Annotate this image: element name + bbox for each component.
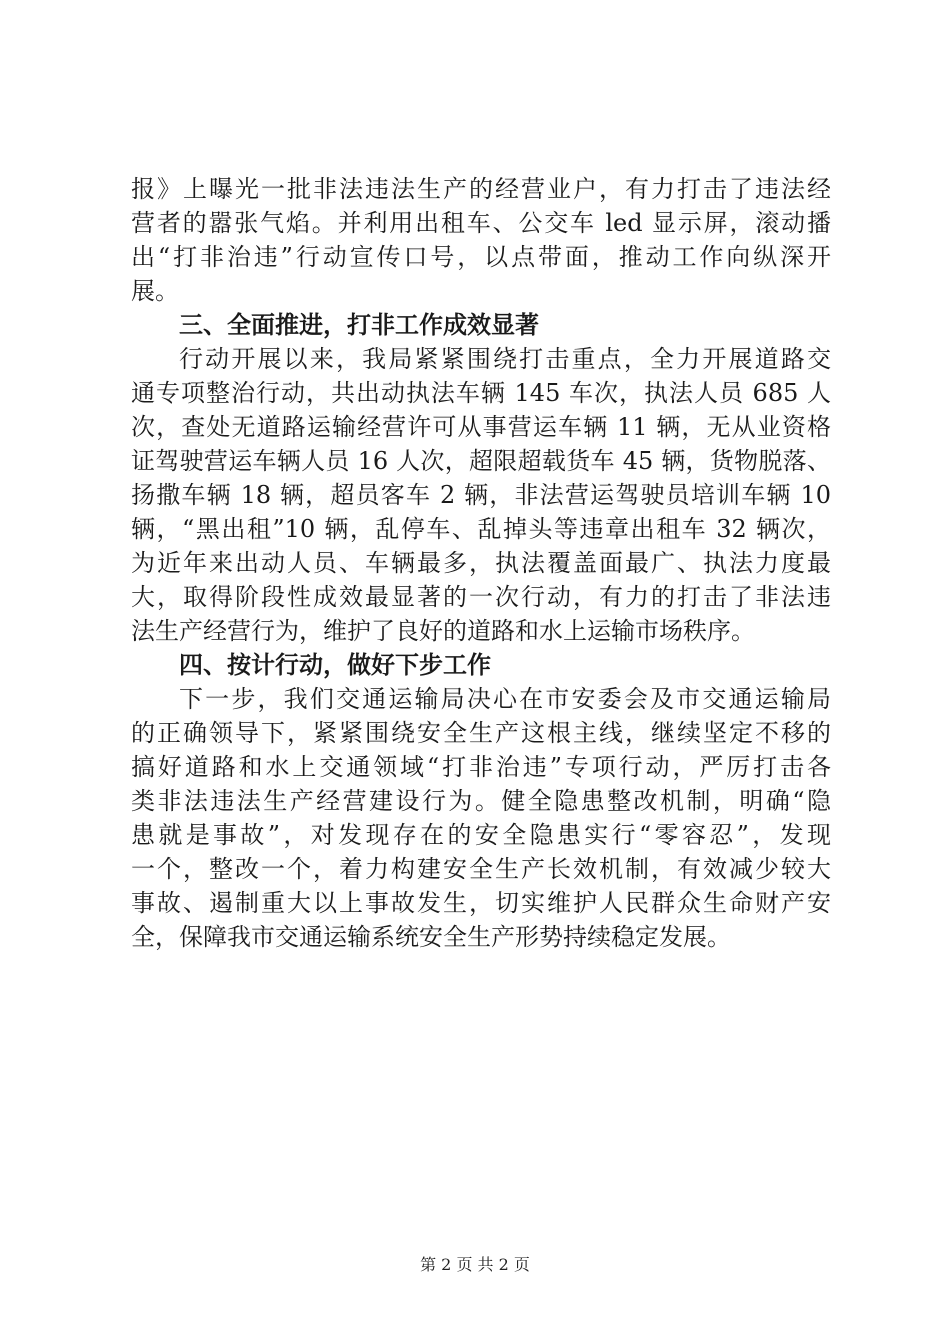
text-line: 为近年来出动人员、车辆最多，执法覆盖面最广、执法力度最: [131, 549, 831, 577]
text-line: 出“打非治违”行动宣传口号，以点带面，推动工作向纵深开: [131, 243, 831, 271]
section-4-paragraph: [131, 682, 831, 954]
text-line: 类非法违法生产经营建设行为。健全隐患整改机制，明确“隐: [131, 787, 831, 815]
continued-paragraph: [131, 172, 831, 308]
text-line: 搞好道路和水上交通领域“打非治违”专项行动，严厉打击各: [131, 753, 831, 781]
text-line: 一个，整改一个，着力构建安全生产长效机制，有效减少较大: [131, 855, 831, 883]
text-line: 辆，“黑出租”10 辆，乱停车、乱掉头等违章出租车 32 辆次，: [131, 515, 831, 543]
text-line: 证驾驶营运车辆人员 16 人次，超限超载货车 45 辆，货物脱落、: [131, 447, 831, 475]
text-line: 的正确领导下，紧紧围绕安全生产这根主线，继续坚定不移的: [131, 719, 831, 747]
text-line: 展。: [131, 277, 179, 305]
section-4-heading: 四、按计行动，做好下步工作: [179, 651, 491, 679]
text-line: 行动开展以来，我局紧紧围绕打击重点，全力开展道路交: [179, 345, 831, 373]
text-line: 营者的嚣张气焰。并利用出租车、公交车 led 显示屏，滚动播: [131, 209, 831, 237]
text-line: 全，保障我市交通运输系统安全生产形势持续稳定发展。: [131, 923, 731, 951]
section-3-heading: 三、全面推进，打非工作成效显著: [179, 311, 539, 339]
text-line: 通专项整治行动，共出动执法车辆 145 车次，执法人员 685 人: [131, 379, 831, 407]
text-line: 患就是事故”，对发现存在的安全隐患实行“零容忍”，发现: [131, 821, 831, 849]
document-body: [131, 172, 831, 954]
text-line: 次，查处无道路运输经营许可从事营运车辆 11 辆，无从业资格: [131, 413, 831, 441]
page-footer: 第 2 页 共 2 页: [420, 1255, 530, 1274]
text-line: 下一步，我们交通运输局决心在市安委会及市交通运输局: [179, 685, 831, 713]
text-line: 法生产经营行为，维护了良好的道路和水上运输市场秩序。: [131, 617, 755, 645]
text-line: 扬撒车辆 18 辆，超员客车 2 辆，非法营运驾驶员培训车辆 10: [131, 481, 831, 509]
text-line: 事故、遏制重大以上事故发生，切实维护人民群众生命财产安: [131, 889, 831, 917]
text-line: 报》上曝光一批非法违法生产的经营业户，有力打击了违法经: [131, 175, 831, 203]
text-line: 大，取得阶段性成效最显著的一次行动，有力的打击了非法违: [131, 583, 831, 611]
section-3-paragraph: [131, 342, 831, 648]
